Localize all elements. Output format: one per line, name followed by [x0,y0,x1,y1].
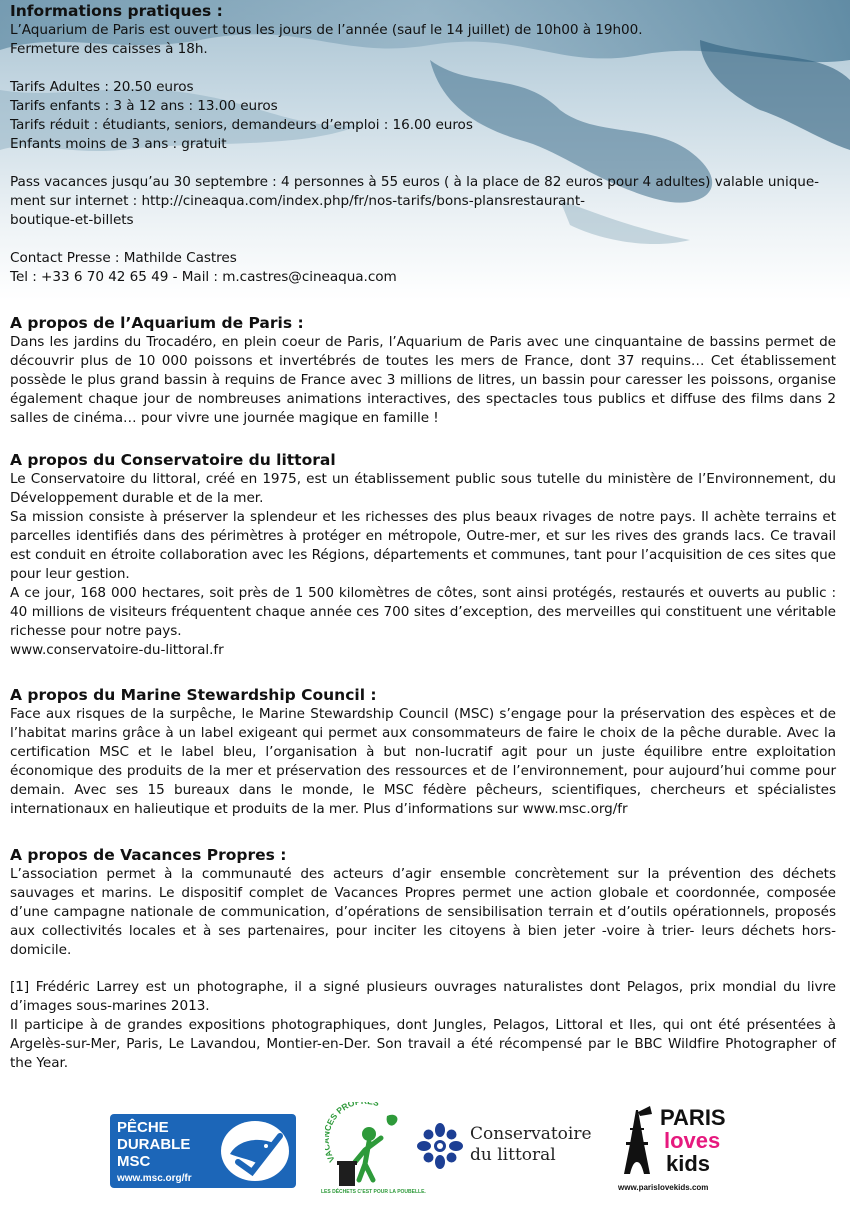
pass-line-2: ment sur internet : http://cineaqua.com/index.php/fr/nos-tarifs/bons-plansrestaurant- [10,193,585,209]
practical-info-title: Informations pratiques : [10,2,223,20]
paris-loves-kids-logo [614,1102,734,1202]
partner-logos [0,1100,850,1210]
conservatoire-para-3: A ce jour, 168 000 hectares, soit près de 1 500 kilomètres de côtes, sont ainsi protégés, restaurés et ouverts au public : 40 millions de visiteurs fréquentent chaque année ces 700 sites d’exception, des merveilles qui constituent une véritable richesse pour notre pays. [10,585,836,639]
vacances-propres-logo [321,1102,426,1202]
conservatoire-flower-icon [416,1122,464,1170]
paris-logo-url: www.parislovekids.com [618,1183,709,1192]
aquarium-title: A propos de l’Aquarium de Paris : [10,314,304,332]
msc-title: A propos du Marine Stewardship Council : [10,686,377,704]
press-contact-name: Contact Presse : Mathilde Castres [10,250,237,266]
vacances-propres-emblem-icon [325,1102,403,1202]
msc-text: Face aux risques de la surpêche, le Marine Stewardship Council (MSC) s’engage pour la préservation des espèces et de l’habitat marins grâce à un label exigeant qui permet aux consommateurs de faire le choix de la pêche durable. Avec la certification MSC et le label bleu, l’organisation à but non-lucratif agit pour un juste équilibre entre exploitation économique des produits de la mer et préservation des ressources et de l’environnement, pour aujourd’hui comme pour demain. Avec ses 15 bureaux dans le monde, le MSC fédère pêcheurs, scientifiques, chercheurs et spécialistes internationaux en halieutique et produits de la mer. Plus d’informations sur www.msc.org/fr [10,706,836,817]
paris-logo-line-1: PARIS [660,1105,726,1130]
vacances-propres-arc-text: V ES PRO S [325,1102,381,1165]
vacances-propres-section [10,846,836,960]
closing-time: Fermeture des caisses à 18h. [10,41,208,57]
price-children: Tarifs enfants : 3 à 12 ans : 13.00 euros [10,98,278,114]
vacances-propres-tagline: LES DÉCHETS C’EST POUR LA POUBELLE. [321,1189,426,1195]
footnote-para-2: Il participe à de grandes expositions photographiques, dont Jungles, Pelagos, Littoral et Iles, qui ont été présentées à Argelès-sur-Mer, Paris, Le Lavandou, Montier-en-Der. Son travail a été récompensé par le BBC Wildfire Photographer of the Year. [10,1017,836,1071]
price-adults: Tarifs Adultes : 20.50 euros [10,79,194,95]
conservatoire-logo [416,1120,596,1176]
msc-logo-line-2: DURABLE [117,1136,191,1153]
pass-line-3: boutique-et-billets [10,212,134,228]
aquarium-text: Dans les jardins du Trocadéro, en plein coeur de Paris, l’Aquarium de Paris avec une cinquantaine de bassins permet de découvrir plus de 10 000 poissons et invertébrés de toutes les mers de France, dont 37 requins… Cet établissement possède le plus grand bassin à requins de France avec 3 millions de litres, un bassin pour caresser les poissons, organise également chaque jour de nombreuses animations interactives, des spectacles tous publics et diffuse des films dans 2 salles de cinéma… pour vivre une journée magique en famille ! [10,334,836,426]
msc-fish-tick-icon [218,1118,292,1184]
footnote-para-1: [1] Frédéric Larrey est un photographe, il a signé plusieurs ouvrages naturalistes dont Pelagos, prix mondial du livre d’images sous-marines 2013. [10,979,836,1014]
pass-line-1: Pass vacances jusqu’au 30 septembre : 4 personnes à 55 euros ( à la place de 82 euros pour 4 adultes) valable unique- [10,174,820,190]
msc-logo-url: www.msc.org/fr [117,1173,192,1184]
price-under-3: Enfants moins de 3 ans : gratuit [10,136,227,152]
conservatoire-para-2: Sa mission consiste à préserver la splendeur et les richesses des plus beaux rivages de notre pays. Il achète terrains et parcelles identifiés dans des périmètres à protéger en métropole, Outre-mer, et sur les rives des grands lacs. Ce travail est conduit en étroite collaboration avec les Régions, départements et communes, tant pour l’acquisition de ces sites que pour leur gestion. [10,509,836,582]
msc-logo-line-3: MSC [117,1153,151,1170]
vacances-propres-text: L’association permet à la communauté des acteurs d’agir ensemble concrètement sur la prévention des déchets sauvages et marins. Le dispositif complet de Vacances Propres permet une action globale et coordonnée, composée d’une campagne nationale de communication, d’opérations de sensibilisation terrain et d’outils opérationnels, proposés aux collectivités locales et à ses partenaires, pour inciter les citoyens à bien jeter -voire à trier- leurs déchets hors-domicile. [10,866,836,958]
eiffel-tower-icon [616,1104,656,1182]
msc-logo [110,1114,296,1188]
paris-logo-line-3: kids [666,1151,711,1176]
conservatoire-url: www.conservatoire-du-littoral.fr [10,642,224,658]
paris-logo-line-2: loves [664,1128,721,1153]
opening-hours: L’Aquarium de Paris est ouvert tous les jours de l’année (sauf le 14 juillet) de 10h00 à 19h00. [10,22,643,38]
press-contact-details: Tel : +33 6 70 42 65 49 - Mail : m.castres@cineaqua.com [10,269,397,285]
practical-info-section [10,2,836,287]
conservatoire-para-1: Le Conservatoire du littoral, créé en 1975, est un établissement public sous tutelle du ministère de l’Environnement, du Développement durable et de la mer. [10,471,836,506]
conservatoire-logo-line-2: du littoral [470,1145,556,1165]
conservatoire-logo-line-1: Conservatoire [470,1124,592,1144]
price-reduced: Tarifs réduit : étudiants, seniors, demandeurs d’emploi : 16.00 euros [10,117,473,133]
conservatoire-title: A propos du Conservatoire du littoral [10,451,336,469]
conservatoire-section [10,451,836,660]
footnote-section [10,978,836,1073]
aquarium-section [10,314,836,428]
msc-logo-line-1: PÊCHE [117,1119,169,1136]
vacances-propres-title: A propos de Vacances Propres : [10,846,287,864]
msc-section [10,686,836,819]
